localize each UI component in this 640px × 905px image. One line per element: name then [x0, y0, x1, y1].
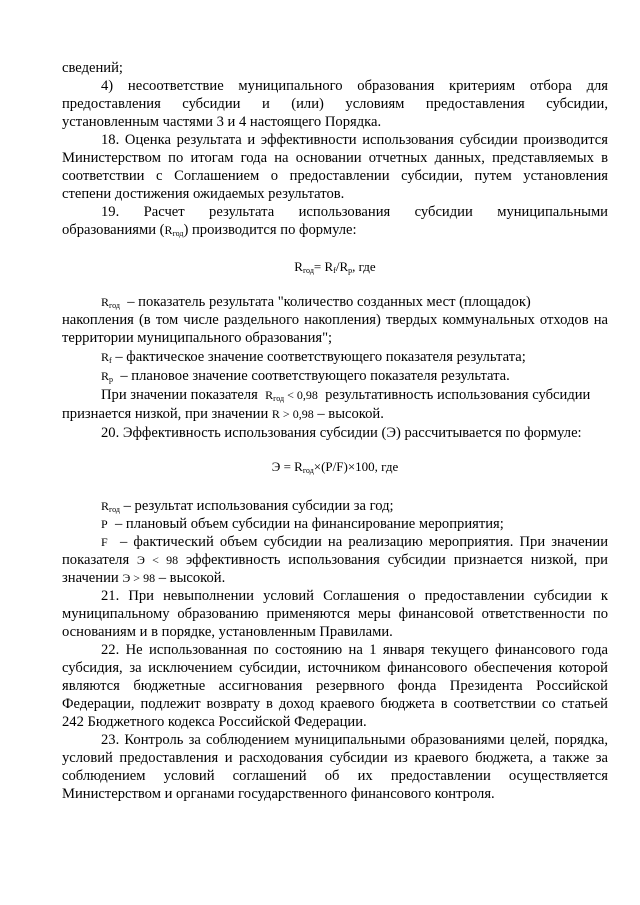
definition-line: $R_{год}$ – показатель результата "количество созданных мест (площадок) — [101, 294, 531, 310]
text-line: признается низкой, при значении R > 0,98 – высокой. — [62, 406, 384, 422]
symbol-r-p: $R_p$ — [101, 369, 114, 384]
text-line: накопления (в том числе раздельного накопления) твердых коммунальных отходов на — [62, 312, 608, 328]
text-line: предоставления субсидии и (или) условиям предоставления субсидии, — [62, 96, 608, 112]
text-line: установленным частями 3 и 4 настоящего Порядка. — [62, 114, 382, 130]
text-line: 20. Эффективность использования субсидии (Э) рассчитывается по формуле: — [101, 425, 582, 441]
symbol-p: P — [101, 517, 108, 531]
text-line: территории муниципального образования"; — [62, 330, 333, 346]
text-line: 242 Бюджетного кодекса Российской Федерации. — [62, 714, 367, 730]
symbol-r-god-lt: $R_{год} < 0,98$ — [265, 388, 318, 403]
text-line — [62, 221, 608, 239]
text-line: Министерством и органами государственного финансового контроля. — [62, 786, 495, 802]
text-line: условий предоставления и расходования субсидии из краевого бюджета, а также за — [62, 750, 608, 766]
text-line: 4) несоответствие муниципального образования критериям отбора для — [101, 78, 608, 94]
text-line: 21. При невыполнении условий Соглашения о предоставлении субсидии к — [101, 588, 608, 604]
definition-line: $R_p$ – плановое значение соответствующего показателя результата. — [101, 368, 510, 384]
symbol-e-gt: Э > 98 — [122, 571, 156, 585]
text-line: соответствии с Соглашением о предоставлении субсидии, путем установления — [62, 168, 608, 184]
text-line: основаниям и в порядке, установленным Правилами. — [62, 624, 393, 640]
symbol-r-god: $R_{год}$ — [101, 295, 120, 310]
definition-line: $R_{год}$ – результат использования субсидии за год; — [101, 498, 394, 514]
symbol-f: F — [101, 535, 108, 549]
text-line: являются бюджетные ассигнования резервного фонда Президента Российской — [62, 678, 608, 694]
text-line: Министерством по итогам года на основании отчетных данных, представляемых в — [62, 150, 608, 166]
text-line: 22. Не использованная по состоянию на 1 января текущего финансового года — [101, 642, 608, 658]
symbol-r-god: $R_{год}$ — [101, 499, 120, 514]
text-line: степени достижения ожидаемых результатов. — [62, 186, 345, 202]
symbol-r-god: $R_{год}$ — [164, 223, 184, 238]
text-line: 23. Контроль за соблюдением муниципальными образованиями целей, порядка, — [101, 732, 608, 748]
text-line: субсидия, за исключением субсидии, источником финансового обеспечения которой — [62, 660, 608, 676]
text-line: соблюдением условий соглашений об их предоставлении осуществляется — [62, 768, 608, 784]
text-line: 18. Оценка результата и эффективности использования субсидии производится — [101, 132, 608, 148]
definition-line: $R_f$ – фактическое значение соответствующего показателя результата; — [101, 349, 526, 365]
symbol-r-gt: R > 0,98 — [271, 407, 314, 421]
symbol-e-lt: Э < 98 — [137, 553, 179, 567]
text-line: сведений; — [62, 60, 123, 76]
text-line: Федерации, подлежит возврату в доход краевого бюджета в соответствии со статьей — [62, 696, 608, 712]
definition-line: P – плановый объем субсидии на финансирование мероприятия; — [101, 516, 504, 532]
text-line: При значении показателя $R_{год} < 0,98$ результативность использования субсидии — [101, 387, 591, 403]
text-fragment: образованиями ( — [62, 222, 165, 238]
text-line: значении Э > 98 – высокой. — [62, 570, 226, 586]
formula-result: $R_{год}= R_f/R_p$, где — [294, 259, 376, 275]
formula-efficiency: $Э = R_{год}\times(P/F)\times 100$, где — [271, 459, 399, 475]
text-line: муниципальному образованию применяются меры финансовой ответственности по — [62, 606, 608, 622]
text-fragment: ) производится по формуле: — [183, 222, 357, 238]
text-line: 19. Расчет результата использования субсидии муниципальными — [101, 204, 608, 220]
text-line: показателя Э < 98 эффективность использования субсидии признается низкой, при — [62, 552, 608, 568]
definition-line: F – фактический объем субсидии на реализацию мероприятия. При значении — [101, 534, 608, 550]
symbol-r-f: $R_f$ — [101, 350, 112, 365]
